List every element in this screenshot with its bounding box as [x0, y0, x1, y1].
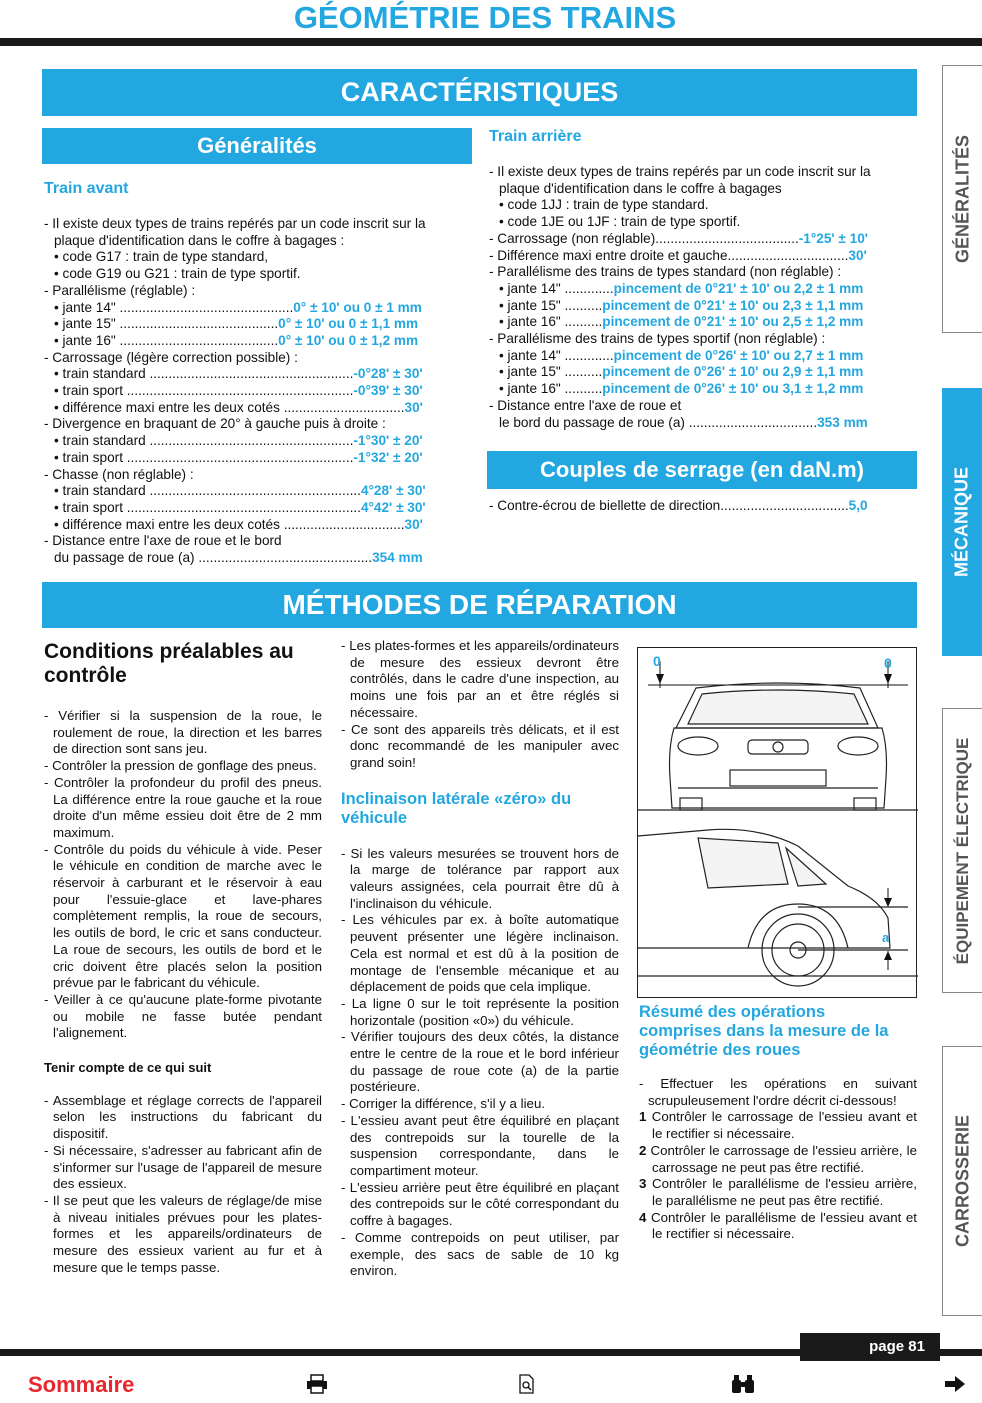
arrow-right	[884, 674, 892, 684]
sommaire-link[interactable]: Sommaire	[28, 1372, 135, 1397]
spec-value: pincement de 0°26' ± 10' ou 2,7 ± 1 mm	[613, 347, 864, 363]
tab-generalites[interactable]	[942, 65, 982, 333]
zero-label-right: 0	[884, 655, 892, 671]
spec-row	[489, 415, 917, 432]
train-arriere-heading: Train arrière	[489, 128, 582, 145]
spec-value: 354 mm	[372, 550, 423, 566]
spec-row	[44, 533, 470, 550]
spec-value: -0°28' ± 30'	[353, 366, 423, 382]
spec-dots: ..................................	[688, 414, 818, 430]
spec-row	[489, 298, 917, 315]
spec-row	[44, 450, 470, 467]
spec-value: pincement de 0°21' ± 10' ou 2,2 ± 1 mm	[613, 280, 864, 296]
list-item: - La ligne 0 sur le toit représente la position horizontale (position «0») du véhicule.	[341, 995, 619, 1028]
vehicle-figure	[637, 647, 917, 998]
spec-value: 353 mm	[817, 414, 868, 430]
spec-dots: ................................	[727, 247, 849, 263]
spec-dots: ......................................................	[149, 366, 354, 382]
spec-dots: .............	[564, 280, 614, 296]
step-number: 3	[639, 1176, 653, 1192]
list-item: - L'essieu arrière peut être équilibré en plaçant des contrepoids sur le côté correspondant du coffre à bagages.	[341, 1179, 619, 1229]
couple-label: - Contre-écrou de biellette de direction	[489, 498, 721, 513]
spec-dots: ..............................................................	[126, 499, 361, 515]
list-item: - Si les valeurs mesurées se trouvent hors de la marge de tolérance par rapport aux valeurs assignées, cela pourrait être dû à l'inclinaison du véhicule.	[341, 845, 619, 911]
spec-row	[44, 467, 470, 484]
spec-label: • différence maxi entre les deux cotés	[54, 399, 284, 415]
spec-dots: ............................................................	[126, 383, 354, 399]
spec-value: -1°32' ± 20'	[353, 449, 423, 465]
spec-label: • jante 14"	[54, 299, 120, 315]
list-item: - Corriger la différence, s'il y a lieu.	[341, 1096, 546, 1112]
banner-caracteristiques: CARACTÉRISTIQUES	[42, 69, 917, 116]
train-avant-heading: Train avant	[44, 180, 129, 197]
spec-row	[489, 398, 917, 415]
spec-label: - Divergence en braquant de 20° à gauche puis à droite :	[44, 416, 386, 432]
spec-row	[489, 381, 917, 398]
zero-label-left: 0	[653, 653, 661, 669]
spec-row	[44, 333, 470, 350]
step-number: 4	[639, 1209, 652, 1225]
spec-line: • code G17 : train de type standard,	[54, 249, 269, 265]
banner-generalites: Généralités	[42, 128, 472, 164]
list-item: - Assemblage et réglage corrects de l'appareil selon les instructions du fabricant du dispositif.	[44, 1092, 322, 1142]
spec-label: • jante 16"	[54, 332, 120, 348]
tab-equipement-label: ÉQUIPEMENT ÉLECTRIQUE	[952, 737, 972, 964]
spec-value: 0° ± 10' ou 0 ± 1,2 mm	[278, 332, 419, 348]
spec-label: - Chasse (non réglable) :	[44, 466, 194, 482]
spec-row	[489, 264, 917, 281]
tab-carrosserie[interactable]	[942, 1046, 982, 1316]
top-rule	[0, 38, 982, 46]
binoculars-icon[interactable]	[730, 1374, 756, 1400]
side-view	[638, 829, 918, 986]
spec-dots: ............................................................	[126, 449, 354, 465]
spec-value: -0°39' ± 30'	[353, 383, 423, 399]
spec-dots: ......................................	[655, 230, 799, 246]
banner-methodes: MÉTHODES DE RÉPARATION	[42, 582, 917, 628]
tab-equipement-electrique[interactable]	[942, 708, 982, 993]
next-arrow-icon[interactable]	[944, 1374, 966, 1400]
spec-row	[44, 300, 470, 317]
spec-label: • jante 16"	[499, 314, 565, 330]
spec-line: - Parallélisme (réglable) :	[44, 282, 196, 298]
list-item: - Les véhicules par ex. à boîte automatique peuvent présenter une légère inclinaison. Cela est normal et est dû à la position de montage de l'ensemble mécanique et au déplacement de poids que cela implique.	[341, 912, 619, 995]
list-item: - Si nécessaire, s'adresser au fabricant afin de s'informer sur l'usage de l'appareil de mesure des essieux.	[44, 1142, 322, 1192]
car-diagram	[638, 648, 918, 999]
step-text: Contrôler le parallélisme de l'essieu avant et le rectifier si nécessaire.	[651, 1209, 918, 1242]
spec-value: 0° ± 10' ou 0 ± 1 mm	[293, 299, 422, 315]
spec-row	[489, 248, 917, 265]
list-item: - L'essieu avant peut être équilibré en plaçant des contrepoids sur la tourelle de la suspension correspondante, dans le compartiment moteur.	[341, 1112, 619, 1178]
spec-value: pincement de 0°21' ± 10' ou 2,5 ± 1,2 mm	[602, 314, 864, 330]
spec-dots: .............	[564, 347, 614, 363]
spec-row	[489, 348, 917, 365]
front-view	[638, 683, 918, 810]
spec-dots: ..........	[564, 297, 603, 313]
spec-row	[489, 364, 917, 381]
step-text: Contrôler le carrossage de l'essieu avant et le rectifier si nécessaire.	[651, 1109, 917, 1142]
spec-label: - Carrossage (non réglable)	[489, 230, 656, 246]
spec-line: plaque d'identification dans le coffre à bagages	[499, 180, 782, 196]
spec-line: • code G19 ou G21 : train de type sportif.	[54, 266, 301, 282]
tab-carrosserie-label: CARROSSERIE	[952, 1114, 972, 1248]
list-item: - Veiller à ce qu'aucune plate-forme pivotante ou mobile ne fasse butée pendant l'alignement.	[44, 991, 322, 1041]
spec-value: pincement de 0°26' ± 10' ou 2,9 ± 1,1 mm	[602, 364, 864, 380]
spec-label: - Différence maxi entre droite et gauche	[489, 247, 728, 263]
spec-label: • jante 15"	[54, 316, 120, 332]
spec-value: -1°25' ± 10'	[798, 230, 869, 246]
spec-value: -1°30' ± 20'	[353, 433, 423, 449]
list-item: - Les plates-formes et les appareils/ordinateurs de mesure des essieux devront être contrôlés, dans le cadre d'une inspection, au moins une fois par an et être réglés si nécessaire.	[341, 638, 619, 720]
print-icon[interactable]	[306, 1374, 328, 1400]
spec-line: • code 1JJ : train de type standard.	[499, 197, 709, 213]
spec-row	[44, 433, 470, 450]
resume-heading: Résumé des opérations comprises dans la mesure de la géométrie des roues	[639, 1003, 889, 1059]
list-item: - Vérifier toujours des deux côtés, la distance entre le centre de la roue et le bord inférieur du passage de roue cote (a) de la partie postérieure.	[341, 1029, 619, 1095]
list-item: - Contrôler la profondeur du profil des pneus. La différence entre la roue gauche et la roue droite d'un même essieu doit être de 2 mm maximum.	[44, 774, 322, 840]
zoom-icon[interactable]	[518, 1374, 536, 1400]
spec-label: • train standard	[54, 483, 150, 499]
spec-dots: ..........................................	[119, 316, 279, 332]
resume-list	[639, 1076, 917, 1243]
spec-dots: ........................................................	[149, 483, 361, 499]
spec-dots: ......................................................	[149, 433, 354, 449]
conditions-list	[44, 708, 322, 1277]
step-number: 2	[639, 1142, 651, 1158]
col-b-list	[341, 638, 619, 1280]
spec-label: - Carrossage (légère correction possible) :	[44, 349, 298, 365]
spec-value: 30'	[404, 399, 423, 415]
spec-label: • train standard	[54, 366, 150, 382]
spec-line: - Il existe deux types de trains repérés par un code inscrit sur la	[44, 216, 426, 231]
list-item: - Contrôle du poids du véhicule à vide. Peser le véhicule en condition de marche avec le réservoir à carburant et le réservoir à eau pour l'essuie-glace et lave-phares complètement remplis, la roue de secours, les outils de bord, le cric et sans conducteur. La roue de secours, les outils de bord et le cric doivent être placés selon la position prévue par le fabricant du véhicule.	[44, 841, 322, 991]
spec-row	[44, 517, 470, 534]
list-item: - Vérifier si la suspension de la roue, le roulement de roue, la direction et les barres de direction sont sans jeu.	[44, 708, 322, 757]
spec-label: du passage de roue (a)	[54, 550, 199, 566]
spec-row	[44, 550, 470, 567]
spec-label: • jante 15"	[499, 297, 565, 313]
step-text: Contrôler le parallélisme de l'essieu arrière, le parallélisme ne peut pas être rectifié.	[652, 1176, 917, 1208]
spec-row	[489, 281, 917, 298]
spec-label: • train sport	[54, 449, 127, 465]
tab-mecanique-label: MÉCANIQUE	[951, 466, 972, 578]
resume-step	[639, 1109, 917, 1142]
couple-value: 5,0	[848, 498, 868, 513]
arrow-left	[656, 674, 664, 684]
a-label: a	[882, 930, 890, 945]
spec-row	[44, 416, 470, 433]
spec-label: • jante 14"	[499, 280, 565, 296]
spec-row	[44, 483, 470, 500]
spec-dots: ..............................................	[119, 299, 294, 315]
spec-label: le bord du passage de roue (a)	[499, 414, 689, 430]
spec-label: • train standard	[54, 433, 150, 449]
spec-line: - Il existe deux types de trains repérés par un code inscrit sur la	[489, 164, 871, 179]
page-number: page 81	[800, 1333, 940, 1361]
spec-value: 4°42' ± 30'	[360, 499, 426, 515]
spec-label: • jante 15"	[499, 364, 565, 380]
spec-value: 30'	[848, 247, 867, 263]
spec-row	[489, 331, 917, 348]
spec-dots: ..............................................	[198, 550, 373, 566]
spec-dots: ..........	[564, 314, 603, 330]
list-item: - Ce sont des appareils très délicats, et il est donc recommandé de les manipuler avec grand soin!	[341, 721, 619, 770]
page-title: GÉOMÉTRIE DES TRAINS	[293, 0, 677, 35]
spec-label: • jante 14"	[499, 347, 565, 363]
couple-row	[489, 498, 917, 515]
list-item: - Il se peut que les valeurs de réglage/de mise à niveau initiales prévues pour les plates-formes et les appareils/ordinateurs de mesure des essieux varient au fur et à mesure que le temps passe.	[44, 1192, 322, 1275]
inclinaison-heading: Inclinaison latérale «zéro» du véhicule	[341, 789, 572, 827]
tab-mecanique[interactable]	[942, 388, 982, 656]
spec-dots: ..........................................	[119, 332, 279, 348]
spec-row	[44, 400, 470, 417]
spec-value: pincement de 0°21' ± 10' ou 2,3 ± 1,1 mm	[602, 297, 864, 313]
spec-row	[489, 314, 917, 331]
resume-step	[639, 1210, 917, 1243]
train-arriere-block	[489, 164, 917, 431]
conditions-heading: Conditions préalables au contrôle	[44, 640, 294, 687]
tab-generalites-label: GÉNÉRALITÉS	[952, 134, 972, 264]
spec-dots: ..........	[564, 364, 603, 380]
spec-row	[44, 350, 470, 367]
spec-line: • code 1JE ou 1JF : train de type sportif.	[499, 214, 741, 230]
list-item: - Comme contrepoids on peut utiliser, par exemple, des sacs de sable de 10 kg environ.	[341, 1229, 619, 1279]
conditions-subheading: Tenir compte de ce qui suit	[44, 1060, 212, 1076]
spec-dots: ................................	[283, 516, 405, 532]
banner-couples: Couples de serrage (en daN.m)	[487, 451, 917, 489]
spec-label: • train sport	[54, 499, 127, 515]
spec-row	[489, 231, 917, 248]
spec-value: pincement de 0°26' ± 10' ou 3,1 ± 1,2 mm	[602, 381, 864, 397]
resume-step	[639, 1143, 917, 1176]
couple-dots: ..................................	[720, 498, 849, 513]
resume-step	[639, 1176, 917, 1209]
spec-line: plaque d'identification dans le coffre à bagages :	[54, 232, 345, 248]
spec-dots: ................................	[283, 399, 405, 415]
spec-row	[44, 366, 470, 383]
spec-label: - Distance entre l'axe de roue et	[489, 397, 682, 413]
resume-intro: - Effectuer les opérations en suivant scrupuleusement l'ordre décrit ci-dessous!	[639, 1076, 917, 1108]
list-item: - Contrôler la pression de gonflage des pneus.	[44, 758, 317, 774]
spec-label: • différence maxi entre les deux cotés	[54, 516, 284, 532]
spec-row	[44, 316, 470, 333]
spec-dots: ..........	[564, 381, 603, 397]
spec-row	[44, 383, 470, 400]
spec-label: • jante 16"	[499, 381, 565, 397]
step-number: 1	[639, 1109, 652, 1125]
spec-label: - Distance entre l'axe de roue et le bord	[44, 533, 282, 549]
spec-label: • train sport	[54, 383, 127, 399]
spec-value: 4°28' ± 30'	[360, 483, 426, 499]
spec-value: 0° ± 10' ou 0 ± 1,1 mm	[278, 316, 419, 332]
spec-row	[44, 500, 470, 517]
spec-value: 30'	[404, 516, 423, 532]
train-avant-block	[44, 216, 470, 567]
step-text: Contrôler le carrossage de l'essieu arrière, le carrossage ne peut pas être rectifié.	[650, 1142, 917, 1175]
spec-label: - Parallélisme des trains de types standard (non réglable) :	[489, 264, 842, 280]
spec-label: - Parallélisme des trains de types sportif (non réglable) :	[489, 331, 826, 347]
